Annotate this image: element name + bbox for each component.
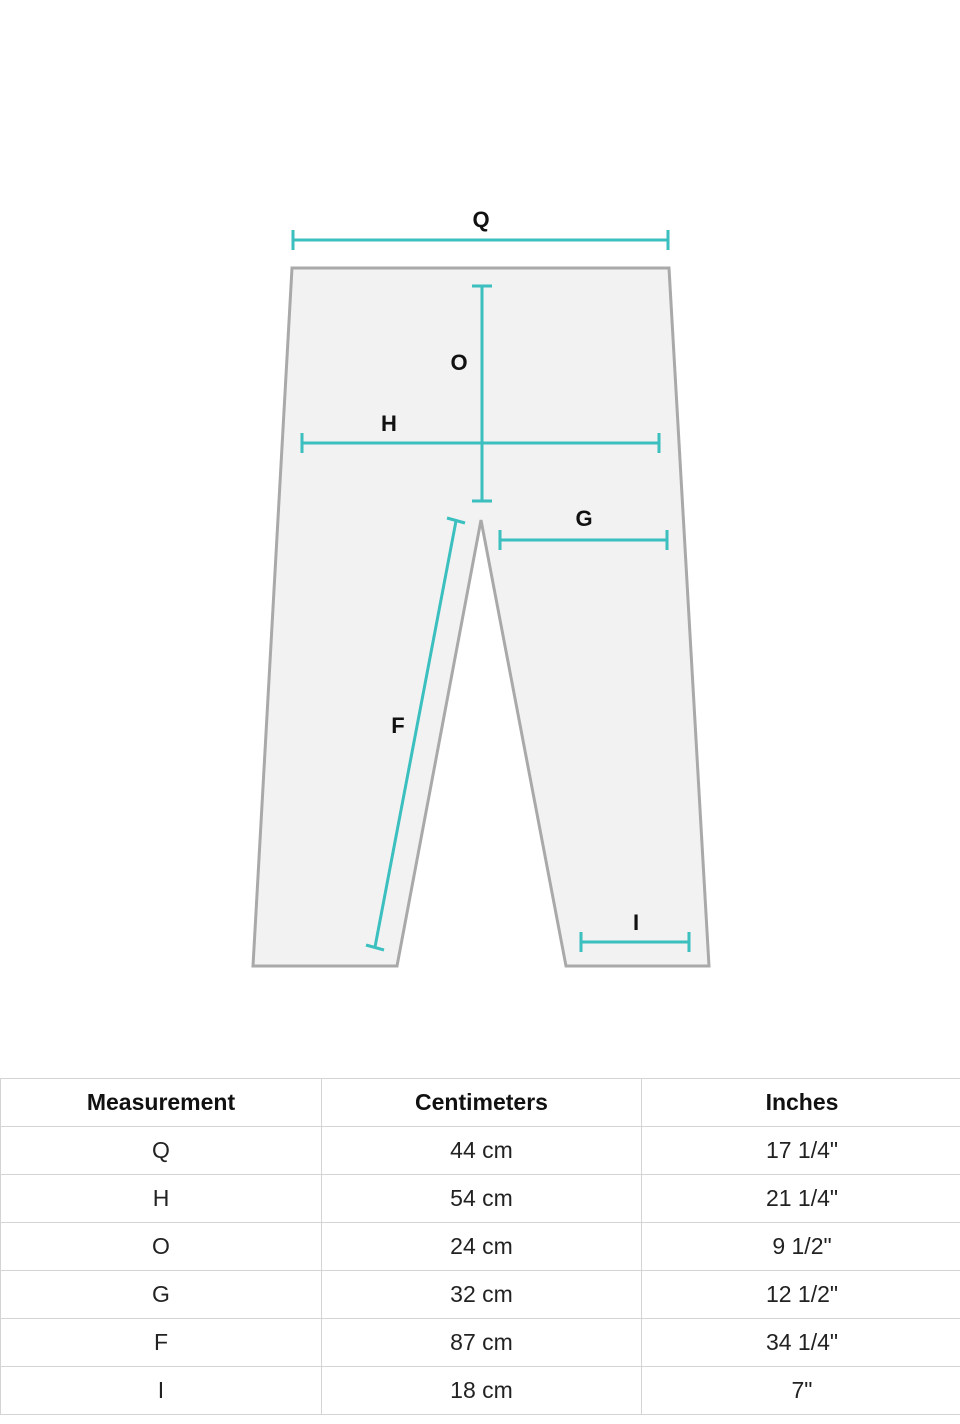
header-centimeters: Centimeters [322, 1079, 642, 1127]
table-row [1, 1271, 960, 1319]
cell-inches: 21 1/4" [642, 1175, 960, 1223]
cell-inches: 17 1/4" [642, 1127, 960, 1175]
measure-q [293, 207, 668, 250]
cell-centimeters: 24 cm [322, 1223, 642, 1271]
label-g: G [575, 506, 593, 531]
cell-measurement: F [1, 1319, 322, 1367]
cell-inches: 9 1/2" [642, 1223, 960, 1271]
table-row [1, 1319, 960, 1367]
table-row [1, 1223, 960, 1271]
table-row [1, 1175, 960, 1223]
label-o: O [450, 350, 468, 375]
cell-inches: 34 1/4" [642, 1319, 960, 1367]
label-i: I [632, 910, 640, 935]
label-f: F [391, 713, 405, 738]
size-chart-table [0, 1078, 960, 1415]
header-measurement: Measurement [1, 1079, 322, 1127]
cell-centimeters: 18 cm [322, 1367, 642, 1415]
cell-measurement: G [1, 1271, 322, 1319]
cell-measurement: Q [1, 1127, 322, 1175]
table-row [1, 1367, 960, 1415]
table-row [1, 1127, 960, 1175]
label-q: Q [472, 207, 490, 232]
cell-centimeters: 54 cm [322, 1175, 642, 1223]
cell-centimeters: 32 cm [322, 1271, 642, 1319]
cell-inches: 12 1/2" [642, 1271, 960, 1319]
table-header-row [1, 1079, 960, 1127]
cell-measurement: I [1, 1367, 322, 1415]
header-inches: Inches [642, 1079, 960, 1127]
cell-centimeters: 44 cm [322, 1127, 642, 1175]
cell-measurement: H [1, 1175, 322, 1223]
cell-inches: 7" [642, 1367, 960, 1415]
cell-measurement: O [1, 1223, 322, 1271]
cell-centimeters: 87 cm [322, 1319, 642, 1367]
label-h: H [381, 411, 397, 436]
